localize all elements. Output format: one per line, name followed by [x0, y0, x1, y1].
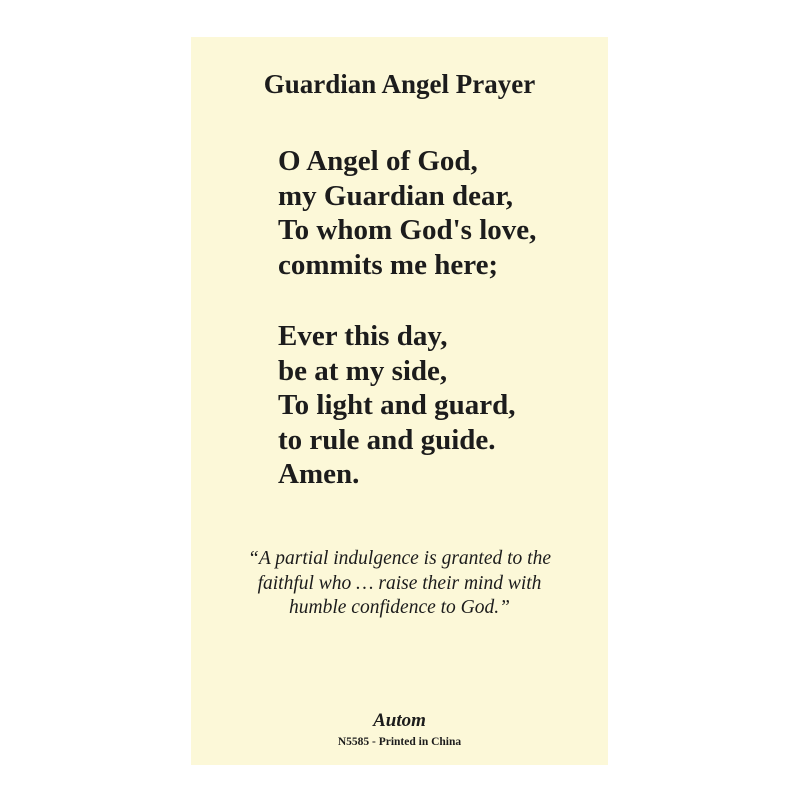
- prayer-stanza-2: [278, 319, 515, 492]
- prayer-line: my Guardian dear,: [278, 179, 513, 212]
- prayer-line: to rule and guide.: [278, 423, 496, 456]
- indulgence-quote: [191, 547, 608, 621]
- product-code: N5585 - Printed in China: [337, 736, 462, 748]
- prayer-line-amen: Amen.: [278, 458, 360, 490]
- prayer-title: Guardian Angel Prayer: [263, 69, 536, 99]
- prayer-line: O Angel of God,: [278, 145, 478, 177]
- indulgence-line: “A partial indulgence is granted to the: [248, 548, 551, 569]
- indulgence-line: faithful who … raise their mind with: [257, 572, 542, 594]
- prayer-line: To whom God's love,: [278, 214, 537, 246]
- prayer-line: To light and guard,: [278, 389, 516, 421]
- prayer-line: be at my side,: [278, 354, 448, 387]
- prayer-card: [191, 37, 608, 765]
- brand-logo: Autom: [373, 710, 426, 731]
- prayer-line: Ever this day,: [278, 320, 448, 352]
- indulgence-line: humble confidence to God.”: [289, 597, 510, 618]
- prayer-stanza-1: [278, 144, 536, 282]
- prayer-line: commits me here;: [278, 248, 499, 281]
